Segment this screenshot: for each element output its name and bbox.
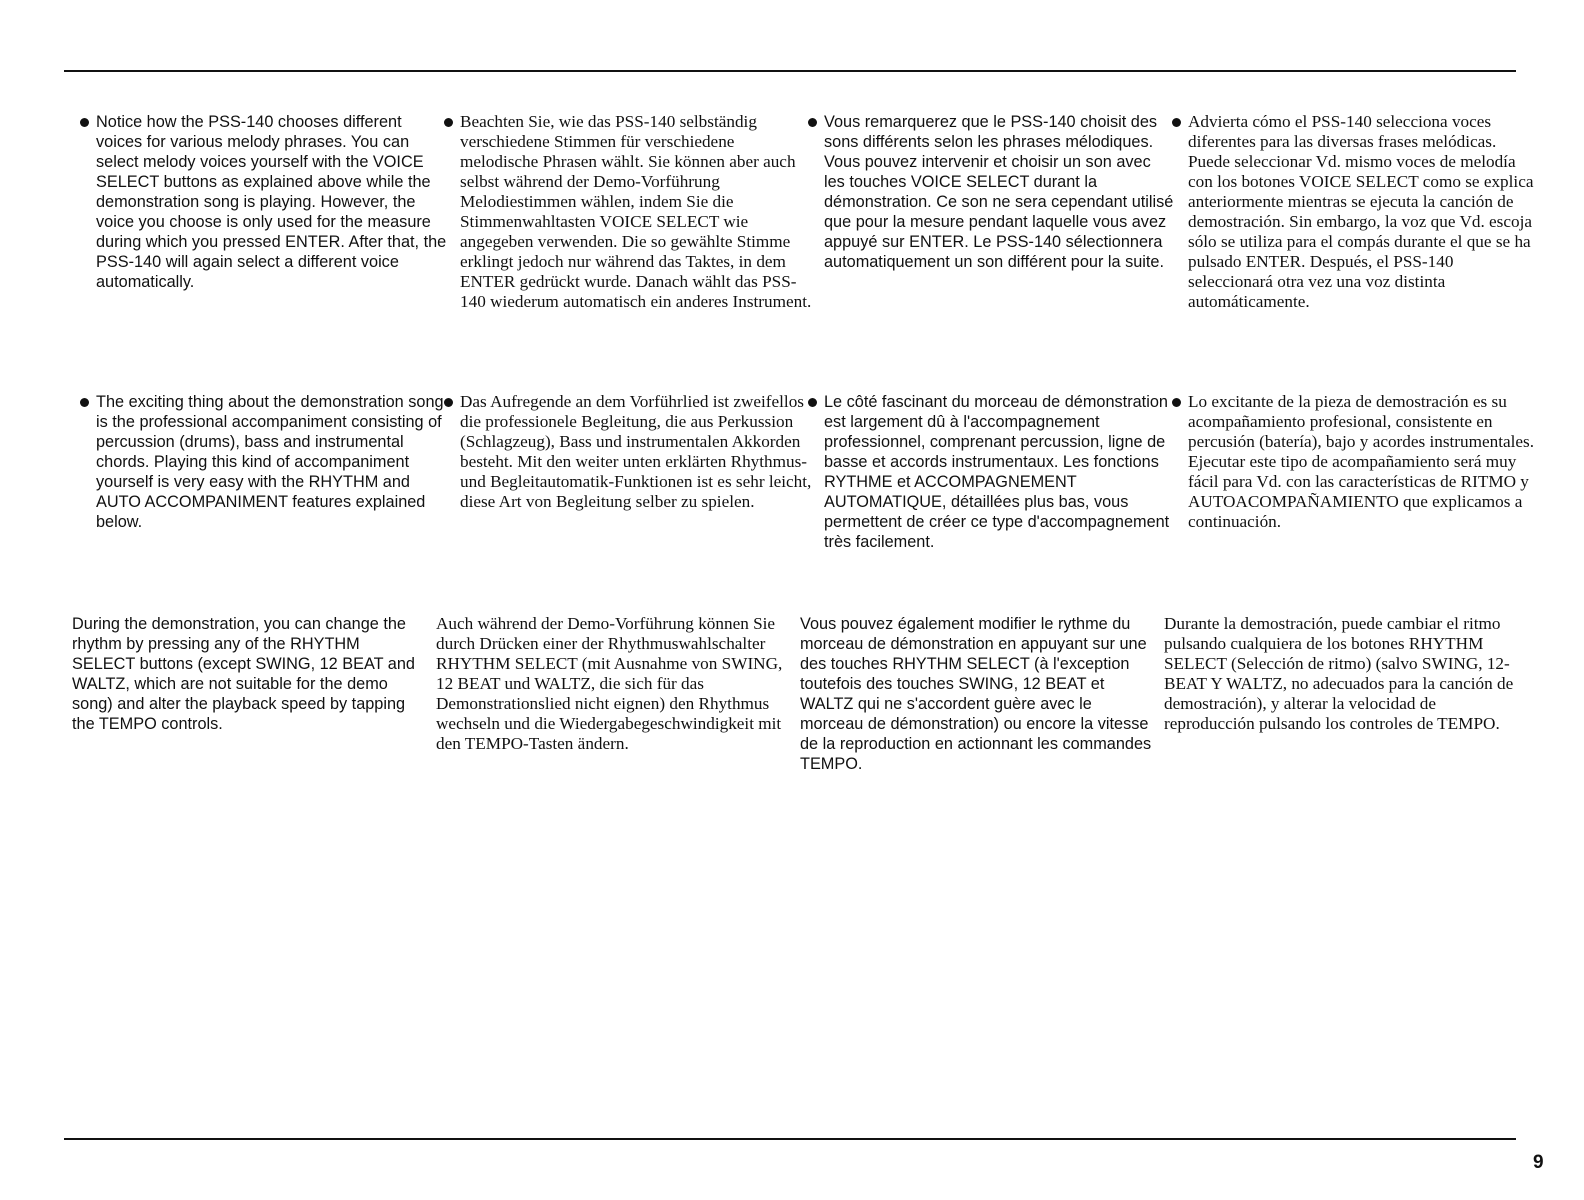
fr-bullet-paragraph-1 xyxy=(800,112,1176,272)
bullet-dot-icon xyxy=(80,398,89,407)
en-bullet-paragraph-2 xyxy=(72,392,448,532)
de-paragraph-3: Auch während der Demo-Vorführung können Sie durch Drücken einer der Rhythmuswahlschalter RHYTHM SELECT (mit Ausnahme von SWING, 12 BEAT und WALTZ, die sich für das Demonstrationslied nicht eignen) den Rhythmus wechseln und die Wiedergabegeschwindigkeit mit den TEMPO-Tasten ändern. xyxy=(436,614,783,753)
bullet-dot-icon xyxy=(80,118,89,127)
de-paragraph-1-text: Beachten Sie, wie das PSS-140 selbständig verschiedene Stimmen für verschiedene melodische Phrasen wählt. Sie können aber auch selbst während der Demo-Vorführung Melodiestimmen wählen, indem Sie die Stimmenwahltasten VOICE SELECT wie angegeben verwenden. Die so gewählte Stimme erklingt jedoch nur während das Taktes, in dem ENTER gedrückt wurde. Danach wählt das PSS-140 wiederum automatisch ein anderes Instrument. xyxy=(460,112,812,311)
en-bullet-paragraph-1 xyxy=(72,112,448,292)
es-paragraph-1-text: Advierta cómo el PSS-140 selecciona voces diferentes para las diversas frases melódicas. Puede seleccionar Vd. mismo voces de melodía con los botones VOICE SELECT como se explica anteriormente mientras se ejecuta la canción de demostración. Sin embargo, la voz que Vd. escoja sólo se utiliza para el compás durante el que se ha pulsado ENTER. Después, el PSS-140 seleccionará otra vez una voz distinta automáticamente. xyxy=(1188,112,1534,311)
de-bullet-paragraph-1 xyxy=(436,112,812,312)
es-bullet-paragraph-1 xyxy=(1164,112,1540,312)
top-rule xyxy=(64,70,1516,72)
bullet-dot-icon xyxy=(444,398,453,407)
bullet-dot-icon xyxy=(444,118,453,127)
en-paragraph-3: During the demonstration, you can change the rhythm by pressing any of the RHYTHM SELECT buttons (except SWING, 12 BEAT and WALTZ, which are not suitable for the demo song) and alter the playback speed by tapping the TEMPO controls. xyxy=(72,615,415,733)
fr-bullet-paragraph-2 xyxy=(800,392,1176,552)
bullet-dot-icon xyxy=(1172,118,1181,127)
fr-paragraph-1-text: Vous remarquerez que le PSS-140 choisit des sons différents selon les phrases mélodiques. Vous pouvez intervenir et choisir un son avec les touches VOICE SELECT durant la démonstration. Ce son ne sera cependant utilisé que pour la mesure pendant laquelle vous avez appuyé sur ENTER. Le PSS-140 sélectionnera automatiquement un son différent pour la suite. xyxy=(824,113,1174,271)
page-number: 9 xyxy=(1533,1152,1544,1173)
en-paragraph-1-text: Notice how the PSS-140 chooses different voices for various melody phrases. You can select melody voices yourself with the VOICE SELECT buttons as explained above while the demonstration song is playing. However, the voice you choose is only used for the measure during which you pressed ENTER. After that, the PSS-140 will again select a different voice automatically. xyxy=(96,113,447,291)
es-paragraph-3: Durante la demostración, puede cambiar el ritmo pulsando cualquiera de los botones RHYTHM SELECT (Selección de ritmo) (salvo SWING, 12-BEAT Y WALTZ, no adecuados para la canción de demostración), y alterar la velocidad de reproducción pulsando los controles de TEMPO. xyxy=(1164,614,1514,733)
es-paragraph-2-text: Lo excitante de la pieza de demostración es su acompañamiento profesional, consistente en percusión (batería), bajo y acordes instrumentales. Ejecutar este tipo de acompañamiento será muy fácil para Vd. con las características de RITMO y AUTOACOMPAÑAMIENTO que explicamos a continuación. xyxy=(1188,392,1535,531)
en-paragraph-2-text: The exciting thing about the demonstration song is the professional accompaniment consisting of percussion (drums), bass and instrumental chords. Playing this kind of accompaniment yourself is very easy with the RHYTHM and AUTO ACCOMPANIMENT features explained below. xyxy=(96,393,444,531)
bottom-rule xyxy=(64,1138,1516,1140)
bullet-dot-icon xyxy=(1172,398,1181,407)
bullet-dot-icon xyxy=(808,398,817,407)
bullet-dot-icon xyxy=(808,118,817,127)
de-paragraph-2-text: Das Aufregende an dem Vorführlied ist zweifellos die professionele Begleitung, die aus Perkussion (Schlagzeug), Bass und instrumentalen Akkorden besteht. Mit den weiter unten erklärten Rhythmus- und Begleitautomatik-Funktionen ist es sehr leicht, diese Art von Begleitung selber zu spielen. xyxy=(460,392,812,511)
es-bullet-paragraph-2 xyxy=(1164,392,1540,532)
de-bullet-paragraph-2 xyxy=(436,392,812,512)
fr-paragraph-3: Vous pouvez également modifier le rythme du morceau de démonstration en appuyant sur une des touches RHYTHM SELECT (à l'exception toutefois des touches SWING, 12 BEAT et WALTZ qui ne s'accordent guère avec le morceau de démonstration) ou encore la vitesse de la reproduction en actionnant les commandes TEMPO. xyxy=(800,615,1152,773)
fr-paragraph-2-text: Le côté fascinant du morceau de démonstration est largement dû à l'accompagnement professionnel, comprenant percussion, ligne de basse et accords instrumentaux. Les fonctions RYTHME et ACCOMPAGNEMENT AUTOMATIQUE, détaillées plus bas, vous permettent de créer ce type d'accompagnement très facilement. xyxy=(824,393,1170,551)
